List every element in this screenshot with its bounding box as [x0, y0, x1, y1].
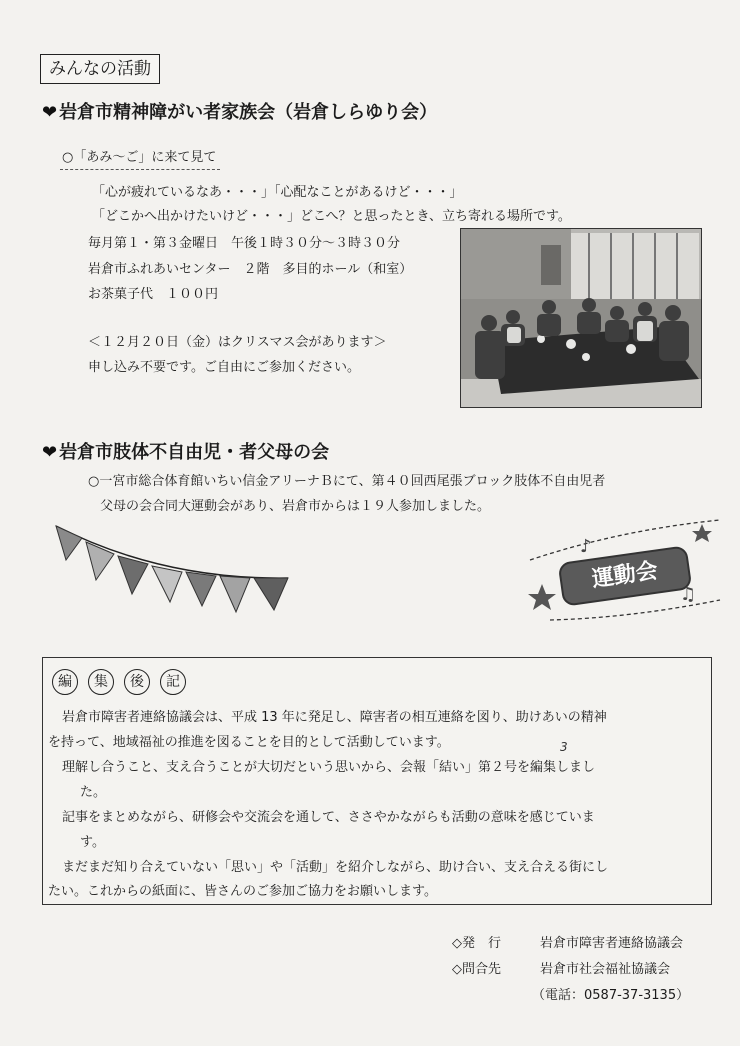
editors-note-line-4: た。 — [80, 785, 107, 800]
section-label: みんなの活動 — [40, 54, 160, 84]
article2-line-2: 父母の会合同大運動会があり、岩倉市からは１９人参加しました。 — [100, 499, 491, 514]
publisher-name: 岩倉市障害者連絡協議会 — [540, 936, 684, 951]
contact-phone: （電話：0587-37-3135） — [532, 988, 690, 1003]
editors-note-line-8: たい。これからの紙面に、皆さんのご参加ご協力をお願いします。 — [48, 884, 437, 899]
article1-line-1: 「心が疲れているなあ・・・」「心配なことがあるけど・・・」 — [92, 185, 463, 200]
heart-icon: ❤ — [42, 102, 58, 123]
handwritten-correction: 3 — [560, 740, 568, 754]
editors-note-line-6: す。 — [80, 835, 105, 850]
svg-text:♫: ♫ — [680, 584, 697, 605]
heart-icon: ❤ — [42, 442, 58, 463]
sports-day-illustration — [520, 500, 730, 630]
editors-note-title-char: 集 — [88, 669, 114, 695]
editors-note-line-1: 岩倉市障害者連絡協議会は、平成 13 年に発足し、障害者の相互連絡を図り、助けあいの精神 — [62, 710, 607, 725]
editors-note-title-char: 記 — [160, 669, 186, 695]
editors-note-line-2: を持って、地域福祉の推進を図ることを目的として活動しています。 — [48, 735, 450, 750]
article1-line-4: 岩倉市ふれあいセンター ２階 多目的ホール（和室） — [88, 262, 413, 277]
article1-notice2: 申し込み不要です。ご自由にご参加ください。 — [88, 360, 360, 375]
editors-note-line-3: 理解し合うこと、支え合うことが大切だという思いから、会報「結い」第２号を編集しまし — [62, 760, 596, 775]
article1-heading — [42, 100, 437, 126]
contact-name: 岩倉市社会福祉協議会 — [540, 962, 671, 977]
editors-note-title — [52, 669, 196, 695]
editors-note-line-5: 記事をまとめながら、研修会や交流会を通して、ささやかながらも活動の意味を感じていま — [62, 810, 595, 825]
contact-label: ◇問合先 — [452, 962, 501, 977]
editors-note-title-char: 編 — [52, 669, 78, 695]
editors-note-line-7: まだまだ知り合えていない「思い」や「活動」を紹介しながら、助け合い、支え合える街にし — [62, 860, 609, 875]
article1-line-5: お茶菓子代 １００円 — [88, 287, 219, 302]
article1-subheading: ○「あみ〜ご」に来て見て — [60, 148, 220, 170]
activity-photo — [460, 228, 702, 408]
article1-line-3: 毎月第１・第３金曜日 午後１時３０分〜３時３０分 — [88, 236, 401, 251]
publisher-label: ◇発 行 — [452, 936, 501, 951]
article1-notice: ＜１２月２０日（金）はクリスマス会があります＞ — [88, 335, 387, 350]
article1-heading-text: 岩倉市精神障がい者家族会（岩倉しらゆり会） — [59, 102, 438, 123]
article2-line-1: ○一宮市総合体育館いちい信金アリーナＢにて、第４０回西尾張ブロック肢体不自由児者 — [88, 474, 606, 489]
editors-note-title-char: 後 — [124, 669, 150, 695]
sports-day-badge: 運動会 — [558, 545, 693, 607]
article2-heading — [42, 440, 329, 466]
article2-heading-text: 岩倉市肢体不自由児・者父母の会 — [59, 442, 330, 463]
bunting-flags-icon — [52, 520, 302, 630]
svg-text:♪: ♪ — [580, 536, 592, 557]
article1-line-2: 「どこかへ出かけたいけど・・・」どこへ？と思ったとき、立ち寄れる場所です。 — [92, 209, 571, 224]
